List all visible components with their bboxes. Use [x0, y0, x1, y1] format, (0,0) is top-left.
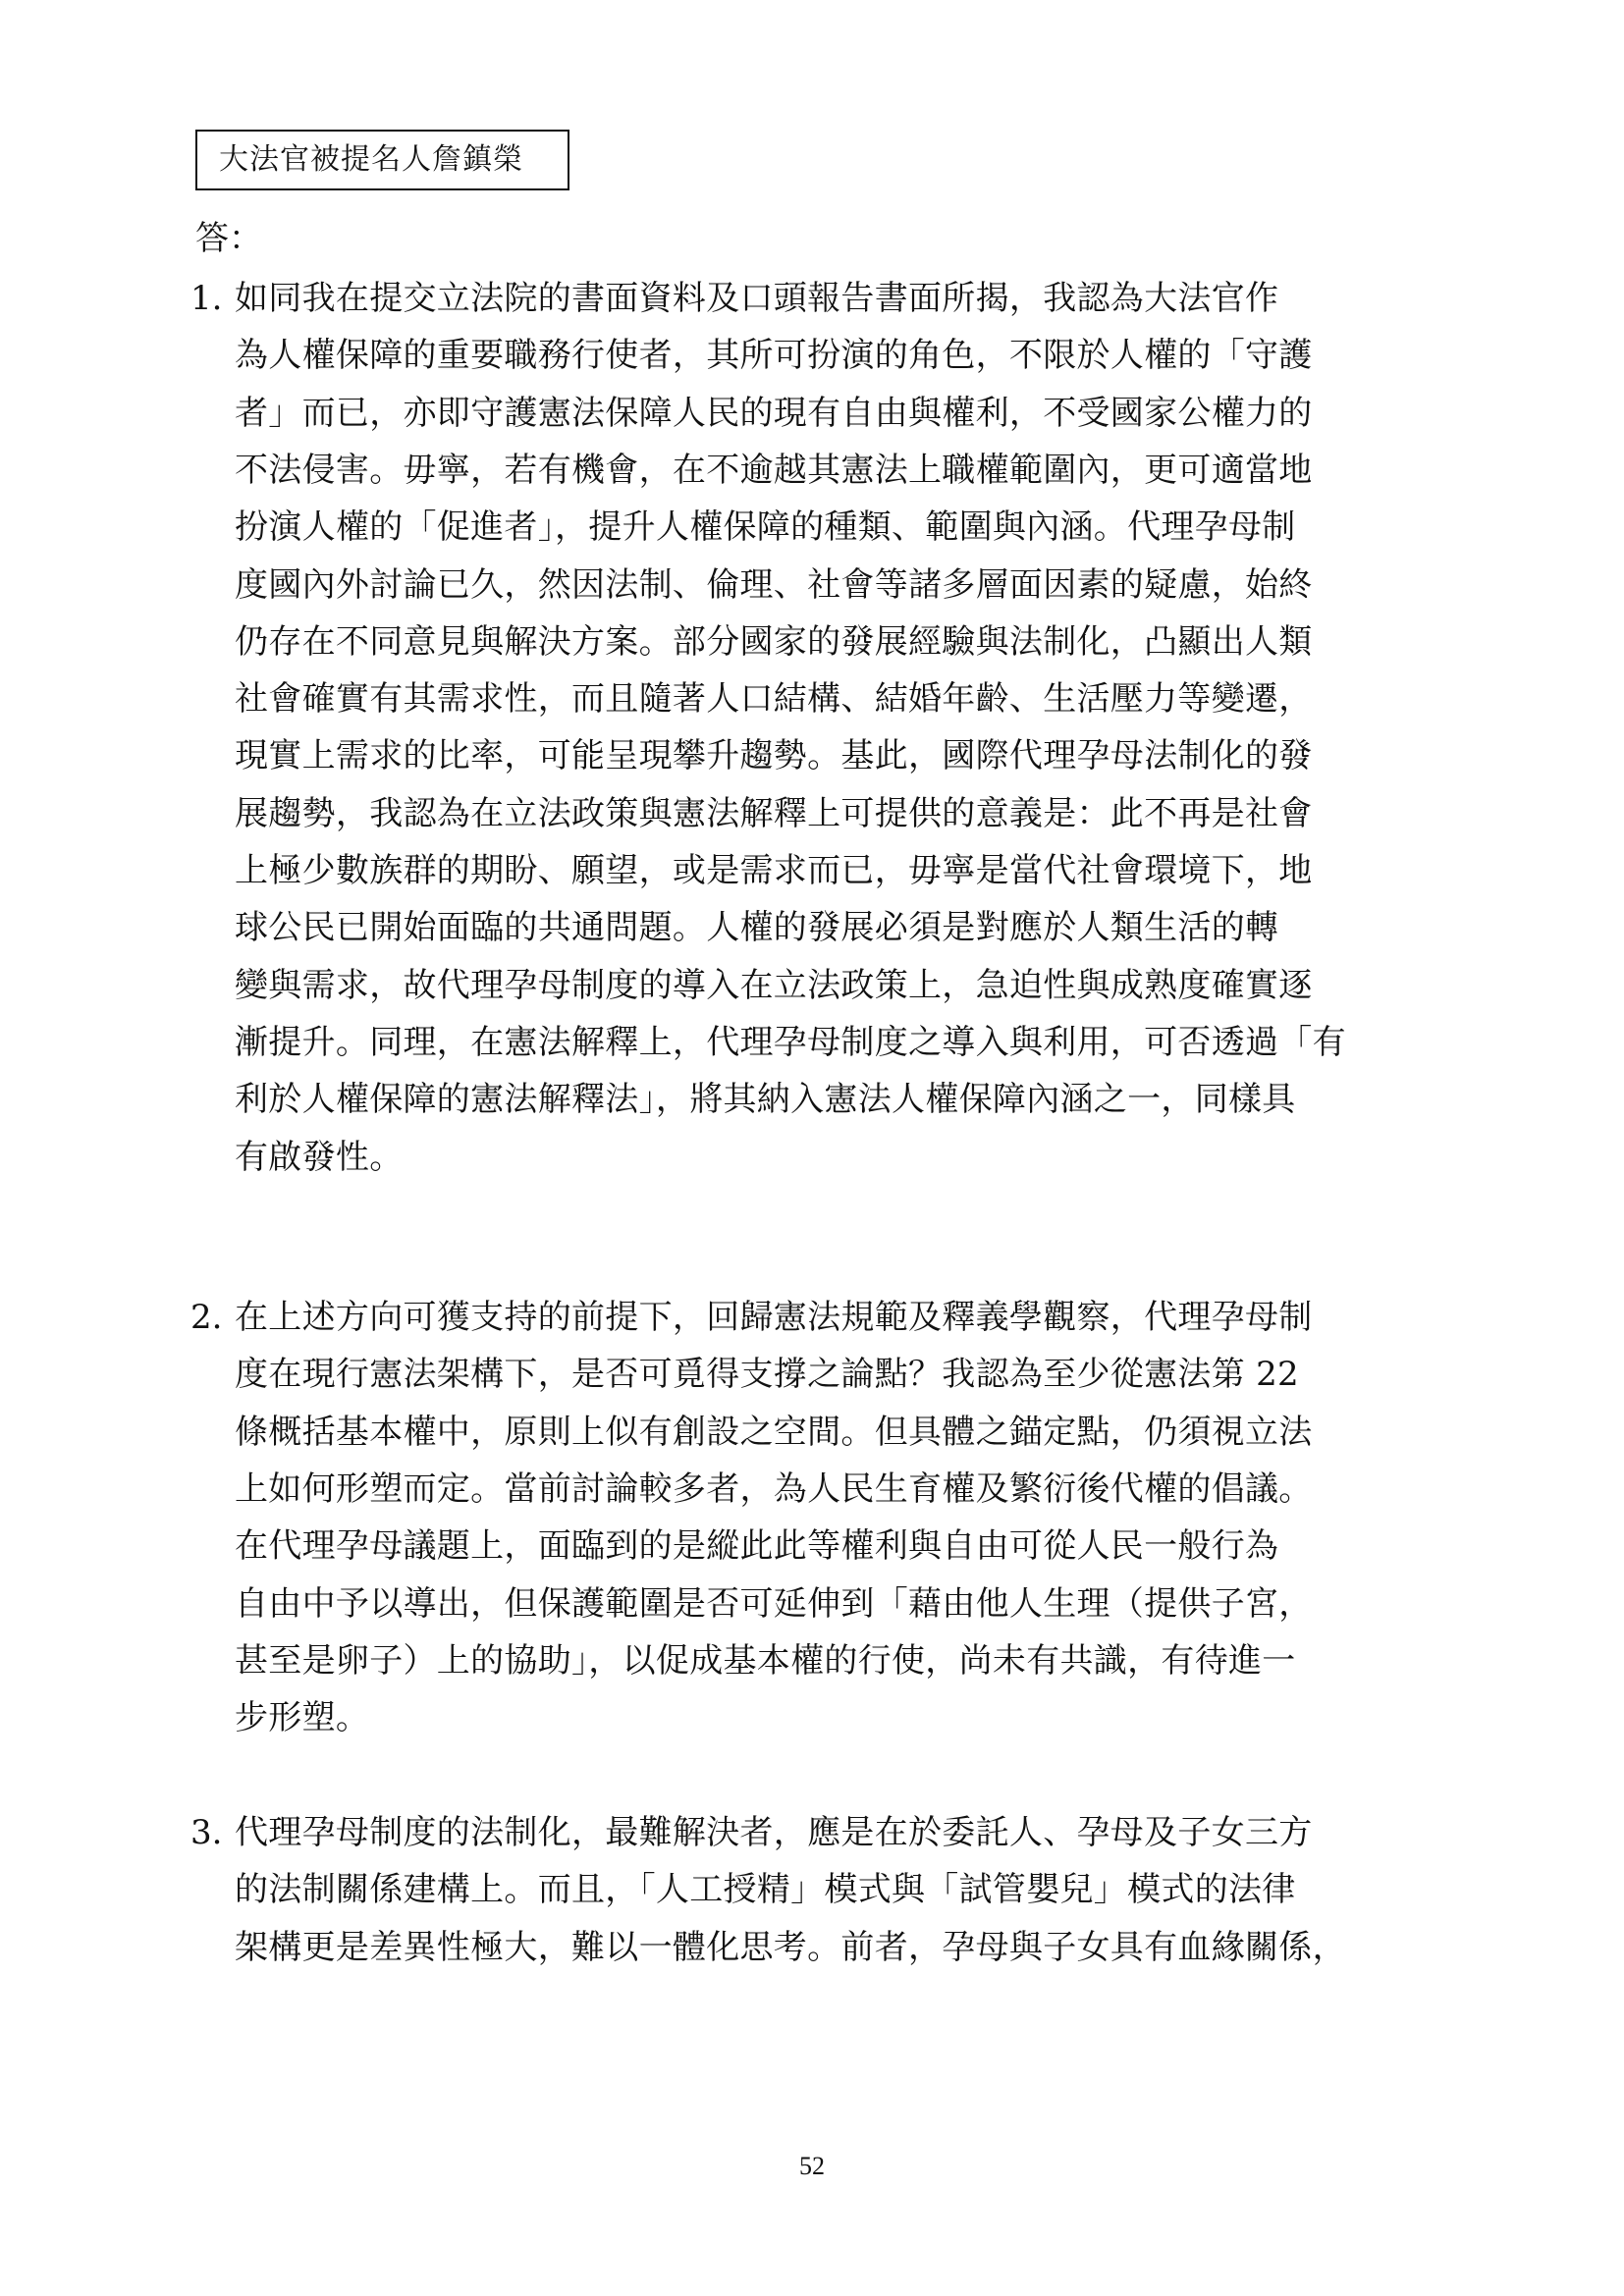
page-number: 52 — [799, 2152, 825, 2180]
paragraph-line: 在上述方向可獲支持的前提下，回歸憲法規範及釋義學觀察，代理孕母制 — [235, 1298, 1313, 1337]
paragraph-line: 架構更是差異性極大，難以一體化思考。前者，孕母與子女具有血緣關係， — [235, 1927, 1346, 1967]
paragraph-line: 扮演人權的「促進者」，提升人權保障的種類、範圍與內涵。代理孕母制 — [235, 507, 1296, 548]
paragraph-line: 如同我在提交立法院的書面資料及口頭報告書面所揭，我認為大法官作 — [235, 279, 1279, 318]
paragraph-line: 利於人權保障的憲法解釋法」，將其納入憲法人權保障內涵之一，同樣具 — [235, 1080, 1296, 1120]
paragraph-line: 條概括基本權中，原則上似有創設之空間。但具體之錨定點，仍須視立法 — [235, 1412, 1313, 1452]
item-number: 2. — [190, 1298, 223, 1337]
paragraph-line: 上如何形塑而定。當前討論較多者，為人民生育權及繁衍後代權的倡議。 — [235, 1468, 1313, 1509]
paragraph-line: 步形塑。 — [235, 1698, 370, 1738]
paragraph-line: 上極少數族群的期盼、願望，或是需求而已，毋寧是當代社會環境下，地 — [235, 851, 1313, 890]
paragraph-line: 漸提升。同理，在憲法解釋上，代理孕母制度之導入與利用，可否透過「有 — [235, 1022, 1346, 1062]
paragraph-line: 的法制關係建構上。而且，「人工授精」模式與「試管嬰兒」模式的法律 — [235, 1870, 1296, 1910]
paragraph-line: 社會確實有其需求性，而且隨著人口結構、結婚年齡、生活壓力等變遷， — [235, 679, 1313, 720]
paragraph-line: 甚至是卵子）上的協助」，以促成基本權的行使，尚未有共識，有待進一 — [235, 1640, 1296, 1681]
paragraph-line: 有啟發性。 — [235, 1137, 404, 1177]
paragraph-line: 者」而已，亦即守護憲法保障人民的現有自由與權利，不受國家公權力的 — [235, 393, 1313, 433]
item-number: 1. — [190, 279, 223, 318]
paragraph-line: 代理孕母制度的法制化，最難解決者，應是在於委託人、孕母及子女三方 — [235, 1813, 1313, 1852]
nominee-label-box — [195, 130, 569, 190]
answer-label: 答： — [195, 219, 262, 258]
paragraph-line: 現實上需求的比率，可能呈現攀升趨勢。基此，國際代理孕母法制化的發 — [235, 736, 1313, 776]
paragraph-line: 在代理孕母議題上，面臨到的是縱此此等權利與自由可從人民一般行為 — [235, 1526, 1279, 1567]
paragraph-line: 度國內外討論已久，然因法制、倫理、社會等諸多層面因素的疑慮，始終 — [235, 564, 1313, 605]
paragraph-line: 變與需求，故代理孕母制度的導入在立法政策上，急迫性與成熟度確實逐 — [235, 965, 1313, 1005]
paragraph-line: 展趨勢，我認為在立法政策與憲法解釋上可提供的意義是：此不再是社會 — [235, 793, 1313, 833]
paragraph-line: 度在現行憲法架構下，是否可覓得支撐之論點？我認為至少從憲法第 22 — [235, 1355, 1299, 1395]
nominee-label: 大法官被提名人詹鎮榮 — [219, 142, 523, 177]
item-number: 3. — [190, 1813, 223, 1852]
paragraph-line: 自由中予以導出，但保護範圍是否可延伸到「藉由他人生理（提供子宮， — [235, 1583, 1313, 1624]
paragraph-line: 為人權保障的重要職務行使者，其所可扮演的角色，不限於人權的「守護 — [235, 336, 1313, 376]
paragraph-line: 不法侵害。毋寧，若有機會，在不逾越其憲法上職權範圍內，更可適當地 — [235, 450, 1313, 490]
paragraph-line: 仍存在不同意見與解決方案。部分國家的發展經驗與法制化，凸顯出人類 — [235, 621, 1313, 662]
paragraph-line: 球公民已開始面臨的共通問題。人權的發展必須是對應於人類生活的轉 — [235, 908, 1279, 948]
